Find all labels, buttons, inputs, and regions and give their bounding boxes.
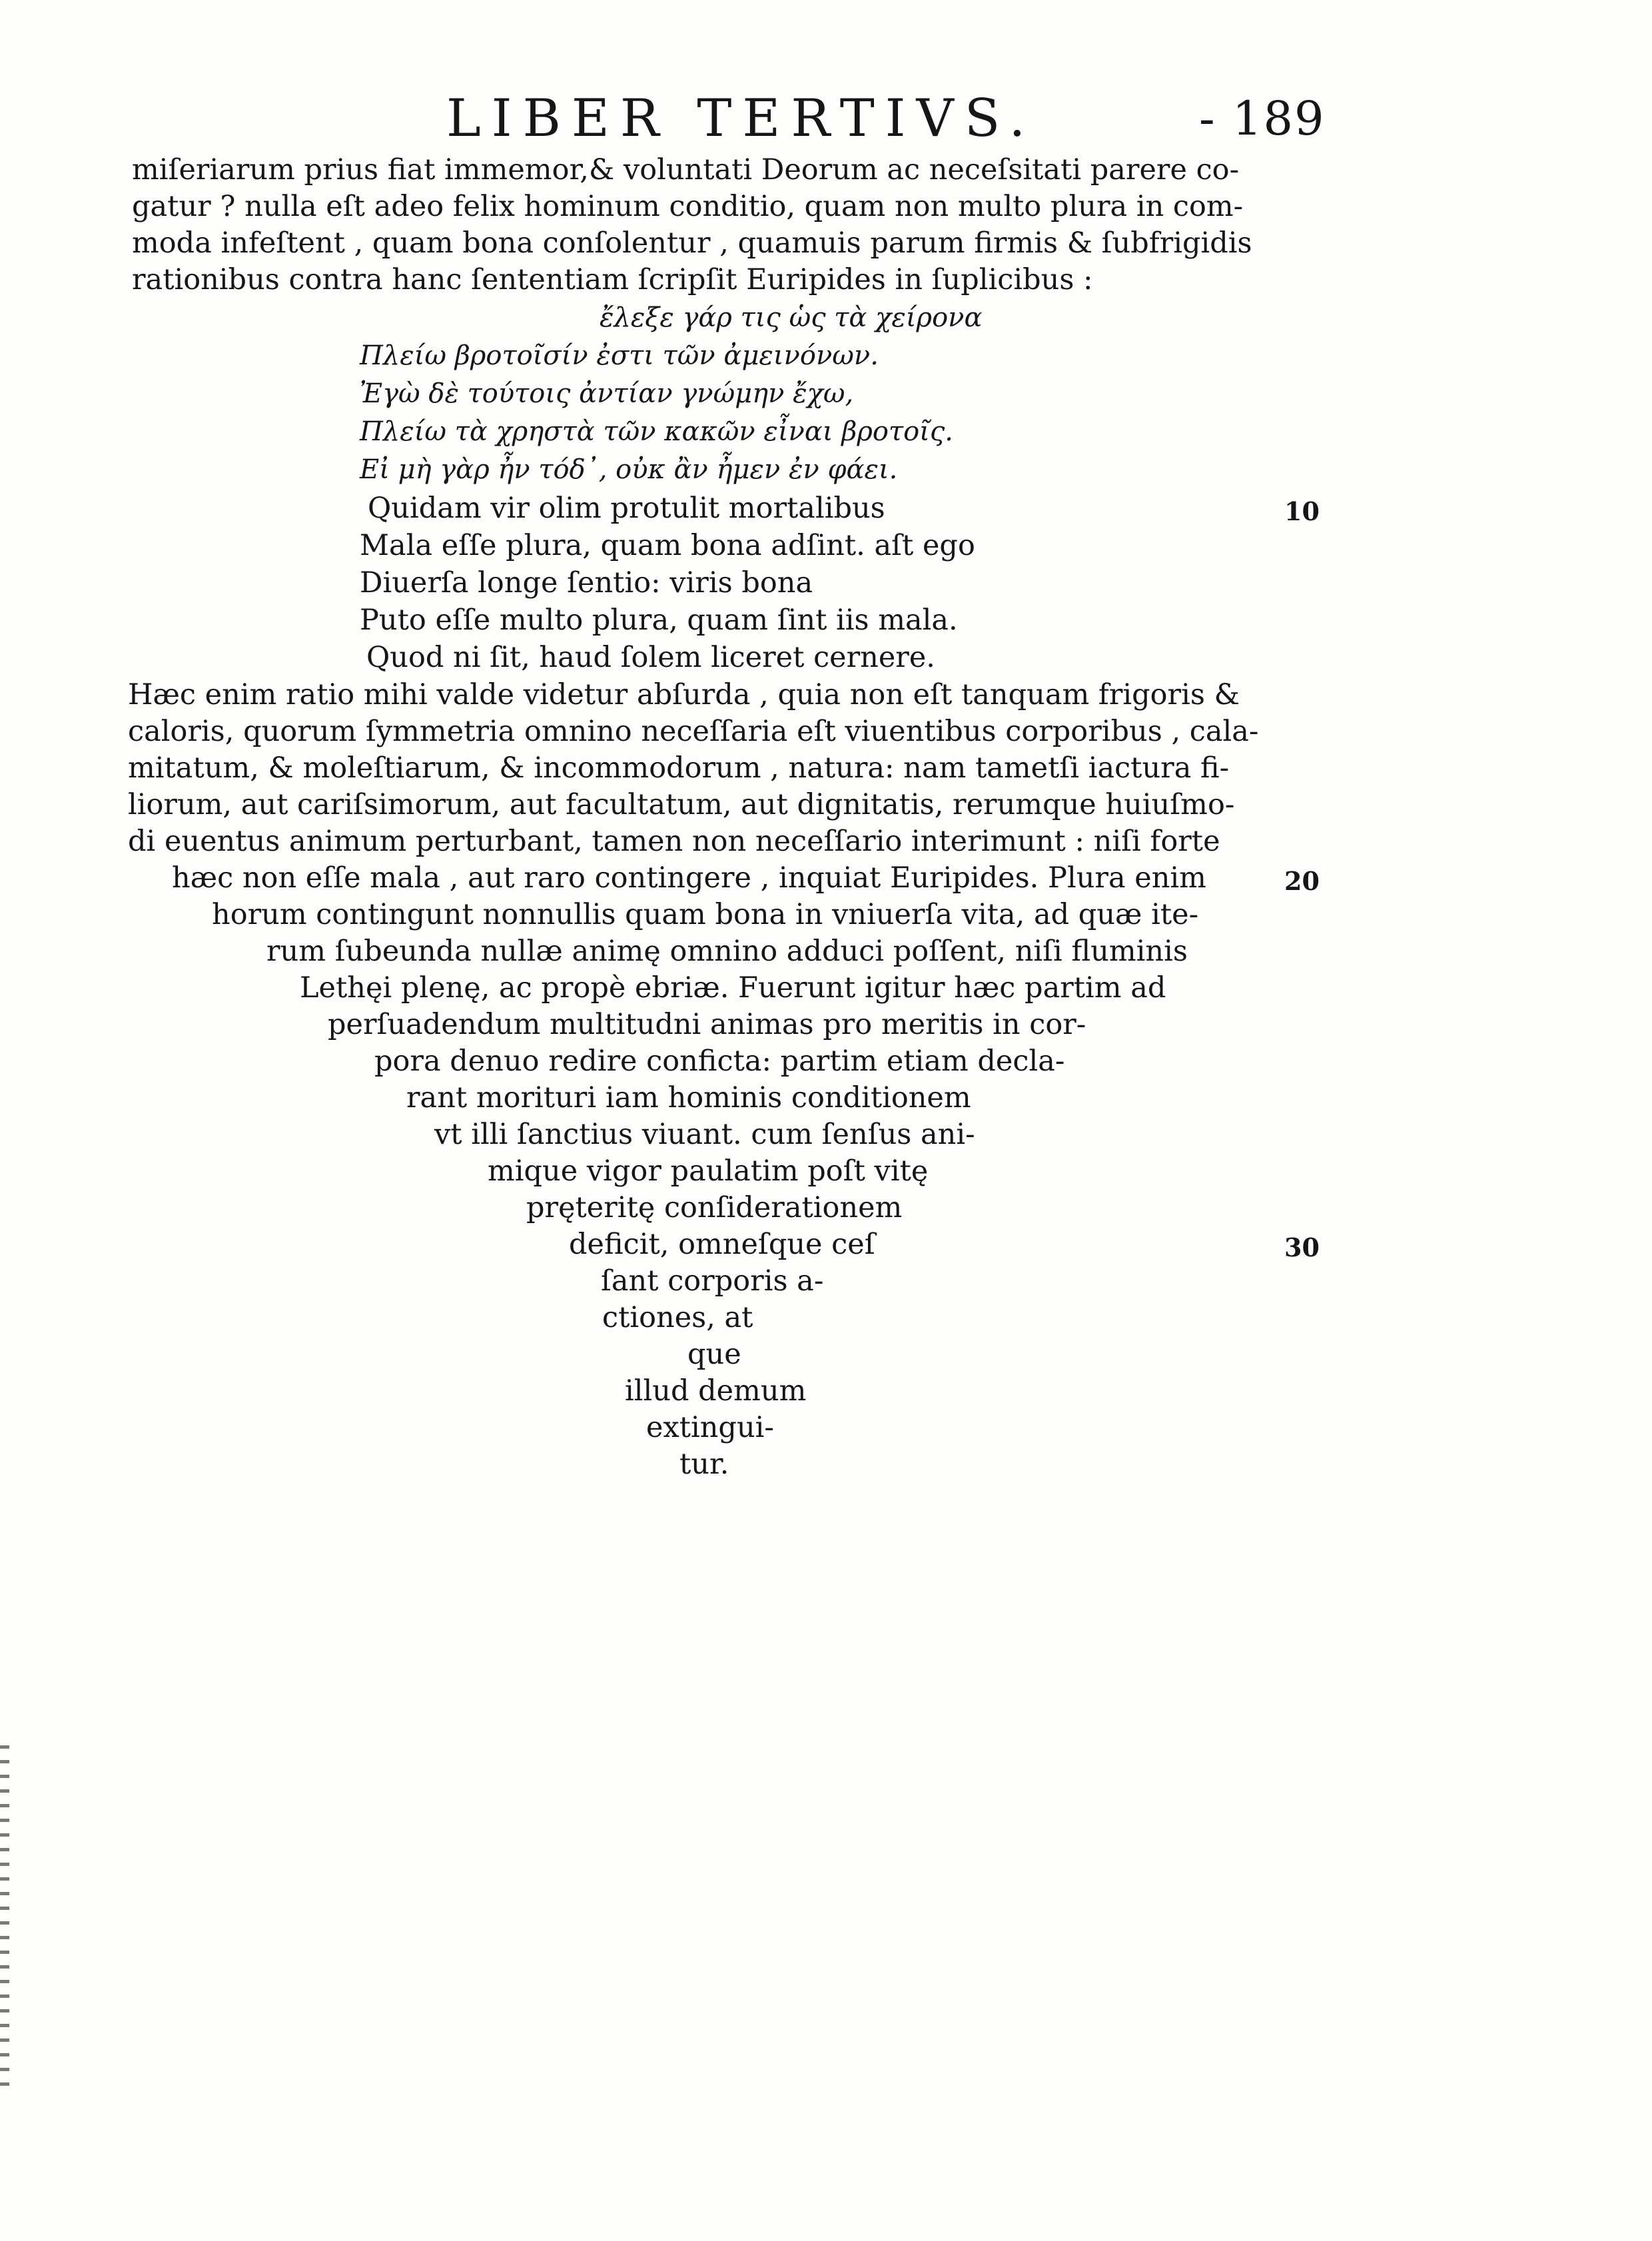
text-line: tur. <box>679 1448 729 1481</box>
text-line: pora denuo redire conficta: partim etiam decla- <box>374 1045 1065 1078</box>
latin-verse-line: Quidam vir olim protulit mortalibus <box>368 492 885 525</box>
line-number-10: 10 <box>1284 496 1320 526</box>
text-line: rationibus contra hanc ſententiam ſcripſit Euripides in ſuplicibus : <box>132 263 1093 296</box>
latin-verse-line: Mala eſſe plura, quam bona adſint. aſt ego <box>360 529 975 562</box>
greek-verse-line: Εἰ μὴ γὰρ ἦν τόδ᾽, οὐκ ἂν ἦμεν ἐν φάει. <box>360 454 898 485</box>
text-line: rant morituri iam hominis conditionem <box>406 1081 971 1115</box>
greek-verse-line: Ἐγὼ δὲ τούτοις ἀντίαν γνώμην ἔχω, <box>360 378 854 409</box>
text-line: di euentus animum perturbant, tamen non neceſſario interimunt : niſi forte <box>128 825 1220 858</box>
scan-edge-marks <box>0 1745 9 2092</box>
text-line: illud demum <box>625 1374 807 1408</box>
page-number: - 189 <box>1199 85 1326 152</box>
text-line: liorum, aut cariſsimorum, aut facultatum, aut dignitatis, rerumque huiuſmo- <box>128 788 1235 821</box>
text-line: caloris, quorum ſymmetria omnino neceſſaria eſt viuentibus corporibus , cala- <box>128 715 1259 748</box>
text-line: pręteritę conſiderationem <box>526 1191 903 1224</box>
text-line: mitatum, & moleſtiarum, & incommodorum , natura: nam tametſi iactura fi- <box>128 751 1230 785</box>
text-line: que <box>687 1338 741 1371</box>
text-line: hæc non eſſe mala , aut raro contingere , inquiat Euripides. Plura enim <box>172 861 1206 895</box>
running-head <box>0 85 1652 152</box>
running-title: LIBER TERTIVS. <box>446 89 1036 149</box>
text-line: perſuadendum multitudni animas pro meritis in cor- <box>328 1008 1086 1041</box>
line-number-20: 20 <box>1284 866 1320 896</box>
text-line: miſeriarum prius fiat immemor,& voluntati Deorum ac neceſsitati parere co- <box>132 153 1240 187</box>
text-line: vt illi ſanctius viuant. cum ſenſus ani- <box>434 1118 975 1151</box>
greek-verse-line: Πλείω τὰ χρηστὰ τῶν κακῶν εἶναι βροτοῖς. <box>360 416 953 447</box>
latin-verse-line: Puto eſſe multo plura, quam ſint iis mala. <box>360 604 958 637</box>
text-line: gatur ? nulla eſt adeo felix hominum conditio, quam non multo plura in com- <box>132 190 1244 223</box>
text-line: Hæc enim ratio mihi valde videtur abſurda , quia non eſt tanquam frigoris & <box>128 678 1240 711</box>
text-line: horum contingunt nonnullis quam bona in vniuerſa vita, ad quæ ite- <box>212 898 1199 931</box>
text-line: mique vigor paulatim poſt vitę <box>488 1154 929 1188</box>
text-line: deficit, omneſque ceſ <box>569 1228 875 1261</box>
text-line: ctiones, at <box>602 1301 753 1334</box>
text-line: moda infeſtent , quam bona conſolentur , quamuis parum firmis & ſubfrigidis <box>132 226 1252 260</box>
greek-verse-line: Πλείω βροτοῖσίν ἐστι τῶν ἀμεινόνων. <box>360 340 879 371</box>
text-line: Lethęi plenę, ac propè ebriæ. Fuerunt igitur hæc partim ad <box>300 971 1166 1005</box>
text-line: rum ſubeunda nullæ animę omnino adduci poſſent, niſi fluminis <box>266 935 1188 968</box>
latin-verse-line: Quod ni ſit, haud ſolem liceret cernere. <box>366 641 935 674</box>
text-line: ſant corporis a- <box>601 1264 824 1298</box>
greek-verse-line: ἔλεξε γάρ τις ὡς τὰ χείρονα <box>600 302 983 333</box>
line-number-30: 30 <box>1284 1232 1320 1262</box>
latin-verse-line: Diuerſa longe ſentio: viris bona <box>360 566 813 600</box>
text-line: extingui- <box>646 1411 774 1444</box>
